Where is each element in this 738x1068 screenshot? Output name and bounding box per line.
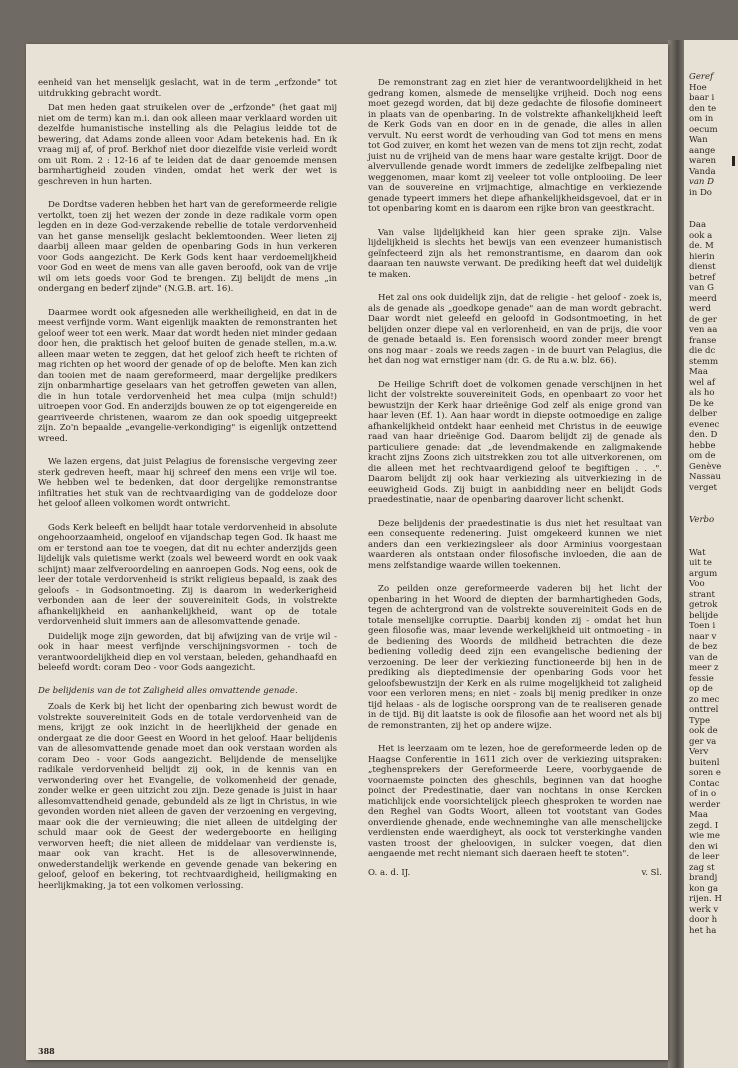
- facing-page-line: betref: [689, 272, 716, 283]
- facing-page-line: den wi: [689, 841, 718, 852]
- facing-page-line: naar v: [689, 631, 717, 642]
- facing-page-line: wel af: [689, 377, 716, 388]
- facing-page-line: Type: [689, 715, 711, 726]
- facing-page-line: buitenl: [689, 757, 720, 768]
- section-heading: De belijdenis van de tot Zaligheid alles omvattende genade.: [38, 685, 298, 696]
- paragraph: Zoals de Kerk bij het licht der openbaring zich bewust wordt de volstrekte souvereiniteit Gods en de totale verdorvenheid van de mens, krijgt ze ook inzicht in de heerlijkheid der genade en ondergaat ze die door Geest en Woord in het geloof. Haar belijdenis van de allesomvattende genade moet dan ook verstaan worden als coram Deo - voor Gods aangezicht. Belijdende de menselijke radikale verdorvenheid belijdt zij ook, in de kennis van en verwondering over het Evangelie, de volkomenheid der genade, zonder welke er geen uitzicht zou zijn. Deze genade is juist in haar allesomvattendheid genade, gebundeld als ze ligt in Christus, in wie gevonden worden niet alleen de gaven der verzoening en vergeving, maar ook die der vernieuwing; die niet alleen de uitdelging der schuld maar ook de Geest der wedergeboorte en heiliging verworven heeft; die niet alleen de middelaar van verdienste is, maar ook van kracht. Het is de allesoverwinnende, onwederstandelijk werkende en gevende genade van bekering en geloof, geloof en bekering, tot rechtvaardigheid, heiligmaking en heerlijkmaking, ja tot een volkomen verlossing.: [38, 702, 337, 891]
- facing-page-text: [689, 50, 738, 936]
- facing-page-line: of in o: [689, 789, 717, 799]
- facing-page-line: soren e: [689, 768, 721, 778]
- facing-page-line: verget: [689, 482, 717, 493]
- facing-page-line: van G: [689, 283, 714, 293]
- facing-page-line: uit te: [689, 558, 712, 568]
- facing-page-line: baar i: [689, 93, 715, 103]
- facing-page-line: de leer: [689, 852, 720, 862]
- facing-page-line: fessie: [689, 673, 714, 684]
- facing-page-line: argum: [689, 568, 718, 579]
- facing-page-line: Maa: [689, 810, 708, 820]
- facing-page-line: ook a: [689, 230, 713, 241]
- facing-page-line: van D: [689, 177, 714, 187]
- line-spacer: [689, 493, 738, 515]
- paragraph: Van valse lijdelijkheid kan hier geen sprake zijn. Valse lijdelijkheid is slechts het bewijs van een evenzeer humanistisch geïnfecteerd zijn als het remonstrantisme, en daarom dan ook daaraan ten nauwste verwant. De prediking heeft dat wel duidelijk te maken.: [368, 227, 662, 280]
- facing-page-line: den te: [689, 103, 717, 114]
- facing-page-line: de ger: [689, 314, 717, 325]
- facing-page-line: die dc: [689, 346, 716, 356]
- paragraph: Gods Kerk beleeft en belijdt haar totale verdorvenheid in absolute ongehoorzaamheid, ongeloof en vijandschap tegen God. Ik haast me om er terstond aan toe te voegen, dat dit nu echter anderzijds geen lijdelijk vals quietisme werkt (zoals wel beweerd wordt en ook vaak schijnt) maar zelfveroordeling en aanroepen Gods. Nog eens, ook de leer der totale verdorvenheid is strikt religieus bepaald, is zaak des geloofs - in Godsontmoeting. Zij is daarom in wederkerigheid verbonden aan de leer der souvereiniteit Gods, in volstrekte afhankelijkheid en aanhankelijkheid, want op de totale verdorvenheid sluit immers aan de allesomvattende genade.: [38, 522, 337, 627]
- facing-page-line: waren: [689, 156, 717, 166]
- facing-page-line: Geref: [689, 72, 714, 82]
- right-column: [368, 78, 662, 878]
- facing-page-line: het ha: [689, 925, 717, 936]
- facing-page-line: van de: [689, 652, 718, 663]
- facing-page-line: door h: [689, 915, 718, 925]
- facing-page-line: om de: [689, 451, 716, 461]
- paragraph: Daarmee wordt ook afgesneden alle werkheiligheid, en dat in de meest verfijnde vorm. Want eigenlijk maakten de remonstranten het geloof weer tot een werk. Maar dat wordt heden niet minder gedaan door hen, die praktisch het geloof buiten de genade stellen, m.a.w. alleen maar weten te zeggen, dat het geloof zich heeft te richten of mag richten op het woord der genade of op de belofte. Men kan zich dan tooien met de naam gereformeerd, maar dergelijke predikers zijn onbarmhartige geselaars van het getroffen geweten van allen, die in hun totale verdorvenheid het mea culpa (mijn schuld!) uitroepen voor God. En anderzijds bouwen ze op tot eigengereide en gearriveerde christenen, waarom ze dan ook spoedig uitgepreekt zijn. Zo'n bepaalde „evangelie-verkondiging" is eigenlijk ontzettend wreed.: [38, 307, 337, 444]
- facing-page-line: delber: [689, 409, 717, 419]
- facing-page-line: Wat: [689, 547, 706, 558]
- facing-page-line: hierin: [689, 251, 715, 262]
- facing-page-line: in Do: [689, 187, 712, 198]
- facing-page-line: Toen i: [689, 621, 716, 631]
- facing-page-line: op de: [689, 684, 713, 694]
- paragraph: De Dordtse vaderen hebben het hart van de gereformeerde religie vertolkt, toen zij het wezen der zonde in deze radikale vorm open legden en in deze God-verzakende rebellie de totale verdorvenheid van het ganse menselijk geslacht beklemtoonden. Weer lieten zij daarbij alleen maar gelden de openbaring Gods in hun verkeren voor Gods aangezicht. De Kerk Gods kent haar verdoemelijkheid voor God en weet de mens van alle gaven beroofd, ook van de vrije wil om iets goeds voor God te brengen. Zij belijdt de mens „in ondergang en bederf zijnde" (N.G.B. art. 16).: [38, 200, 337, 294]
- facing-page-line: kon ga: [689, 883, 719, 894]
- facing-page-line: wie me: [689, 831, 720, 841]
- paragraph: We lazen ergens, dat juist Pelagius de forensische vergeving zeer sterk gedreven heeft, maar hij schreef den mens een vrije wil toe. We hebben wel te bedenken, dat door dergelijke remonstrantse infiltraties het stuk van de rechtvaardiging van de goddeloze door het geloof alleen volkomen wordt ontwricht.: [38, 457, 337, 509]
- facing-page-line: Nassau: [689, 472, 721, 482]
- facing-page-line: om in: [689, 114, 714, 124]
- line-spacer: [689, 198, 738, 220]
- facing-page-line: getrok: [689, 600, 718, 610]
- facing-page-line: onttrel: [689, 705, 719, 715]
- facing-page-line: werder: [689, 799, 721, 810]
- paragraph: eenheid van het menselijk geslacht, wat in de term „erfzonde" tot uitdrukking gebracht wordt.: [38, 78, 337, 99]
- facing-page-line: oecum: [689, 124, 718, 135]
- signature-line: [368, 868, 662, 879]
- facing-page-line: Vanda: [689, 166, 716, 177]
- facing-page-line: evenec: [689, 419, 720, 430]
- facing-page-line: rijen. H: [689, 894, 722, 904]
- facing-page-line: ook de: [689, 726, 718, 736]
- facing-page-line: ven aa: [689, 325, 718, 335]
- line-spacer: [689, 526, 738, 548]
- paragraph: Het zal ons ook duidelijk zijn, dat de religie - het geloof - zoek is, als de genade als „goedkope genade" aan de man wordt gebracht. Daar wordt niet geleefd en geloofd in Godsontmoeting, in het belijden onzer diepe val en verlorenheid, en van de prijs, die voor de genade betaald is. Een forensisch woord zonder meer brengt ons nog maar - zoals we reeds zagen - in de buurt van Pelagius, die het dan nog wat ernstiger nam (dr. G. de Ru a.w. blz. 66).: [368, 293, 662, 366]
- facing-page-line: zag st: [689, 862, 715, 873]
- facing-page-line: Maa: [689, 367, 708, 377]
- facing-page-line: Wan: [689, 135, 708, 145]
- paragraph: Het is leerzaam om te lezen, hoe de gereformeerde leden op de Haagse Conferentie in 1611 zich over de verkiezing uitspraken: „teghensprekers der Gereformeerde Leere, voorbygaende de voornaemste poincten des gheschils, beginnen van dat hooghe poinct der Predestinatie, daer van nochtans in onse Kercken matichlijck ende voorsichtelijck pleech ghesproken te worden nae den Reghel van Godts Woort, alleen tot vootstant van Godes onverdiende ghenade, ende wechneminghe van alle menschelijcke verdiensten ende waerdigheyt, als oock tot versterkinghe vanden vasten troost der gheloovigen, in sulcker voegen, dat dien aengaende met recht niemant sich daeraen heeft te stoten".: [368, 744, 662, 859]
- facing-page-line: zo mec: [689, 694, 720, 705]
- facing-page-line: belijde: [689, 610, 719, 621]
- facing-page-line: meerd: [689, 293, 717, 304]
- facing-page-line: werk v: [689, 904, 719, 915]
- facing-page-line: werd: [689, 304, 711, 314]
- facing-page-line: Daa: [689, 220, 707, 230]
- facing-page-line: De ke: [689, 398, 714, 409]
- facing-page-line: aange: [689, 145, 716, 156]
- left-column: [38, 78, 337, 895]
- paragraph: De remonstrant zag en ziet hier de verantwoordelijkheid in het gedrang komen, alsmede de menselijke vrijheid. Doch nog eens moet gezegd worden, dat bij deze gedachte de filosofie domineert in plaats van de openbaring. In de volstrekte afhankelijkheid leeft de Kerk Gods van en door en in de genade, die alles in allen vervult. Nu eerst wordt de verhouding van God tot mens en mens tot God zuiver, en komt het wezen van de mens tot zijn recht, zodat juist nu de vrijheid van de mens haar ware gestalte krijgt. Door de alvervullende genade wordt immers de zedelijke zelfbepaling niet weggenomen, maar komt zij veeleer tot volle ontplooiing. De leer van de souvereine en vrijmachtige, almachtige en verkiezende genade typeert immers het diepe afhankelijkheidsgevoel, dat er in tot openbaring komt en is daarom een rijke bron van geestkracht.: [368, 78, 662, 214]
- facing-page-line: stemm: [689, 356, 719, 367]
- facing-page-line: meer z: [689, 663, 719, 673]
- facing-page-line: Contac: [689, 778, 720, 789]
- facing-page-line: Genève: [689, 461, 722, 472]
- facing-page-line: Verv: [689, 747, 709, 757]
- paragraph: Dat men heden gaat struikelen over de „erfzonde" (het gaat mij niet om de term) kan m.i. dan ook alleen maar verklaard worden uit dezelfde humanistische instelling als die Pelagius leidde tot de bewering, dat Adams zonde alleen voor Adam betekenis had. En ik vraag mij af, of prof. Berkhof niet door diezelfde visie verleid wordt om uit Rom. 2 : 12-16 af te leiden dat de daar genoemde mensen barmhartigheid zouden vinden, omdat het werk der wet is geschreven in hun harten.: [38, 103, 337, 187]
- facing-page-line: Voo: [689, 579, 705, 589]
- author-initials: O. a. d. IJ.: [368, 867, 411, 878]
- main-page: [26, 44, 668, 1060]
- facing-page-line: Verbo: [689, 515, 715, 525]
- page-number: 388: [38, 1046, 55, 1056]
- facing-page-line: de bez: [689, 642, 718, 652]
- facing-page-line: Hoe: [689, 82, 707, 93]
- facing-page-line: brandj: [689, 873, 718, 883]
- paragraph: Deze belijdenis der praedestinatie is dus niet het resultaat van een consequente redenering. Juist omgekeerd kunnen we niet anders dan een verkiezingsleer als door Arminius voorgestaan waarderen als ontstaan onder filosofische invloeden, die aan de mens zelfstandige waarde willen toekennen.: [368, 518, 662, 571]
- facing-page-line: franse: [689, 335, 717, 346]
- line-spacer: [689, 50, 738, 72]
- facing-page-line: dienst: [689, 262, 716, 272]
- facing-page-line: hebbe: [689, 440, 716, 451]
- facing-page-line: de. M: [689, 241, 714, 251]
- paragraph: Zo peilden onze gereformeerde vaderen bij het licht der openbaring in het Woord de diepten der barmhartigheden Gods, tegen de achtergrond van de volstrekte souvereiniteit Gods en de totale menselijke corruptie. Daarbij konden zij - omdat het hun geen filosofie was, maar levende werkelijkheid uit ontmoeting - in de bediening des Woords de mildheid betrachten die deze bediening volledig deed zijn een evangelische bediening der verzoening. De leer der verkiezing functioneerde bij hen in de prediking als dieptedimensie der openbaring Gods voor het geloofsbewustzijn der Kerk en als ruime mogelijkheid tot zaligheid voor een verloren mens; en niet - zoals bij menig prediker in onze tijd helaas - als de logische oorsprong van de te realiseren genade in de tijd. Bij dit laatste is ook de filosofie aan het woord net als bij de remonstranten, zij het op andere wijze.: [368, 584, 662, 731]
- facing-page-line: den. D: [689, 430, 718, 440]
- paragraph: Duidelijk moge zijn geworden, dat bij afwijzing van de vrije wil - ook in haar meest verfijnde verschijningsvormen - toch de verantwoordelijkheid diep en vol verstaan, beleden, gehandhaafd en beleefd wordt: coram Deo - voor Gods aangezicht.: [38, 631, 337, 673]
- author-name: v. Sl.: [641, 867, 662, 878]
- facing-page: [684, 40, 738, 1068]
- facing-page-line: zegd. I: [689, 820, 719, 831]
- paragraph: De Heilige Schrift doet de volkomen genade verschijnen in het licht der volstrekte souvereiniteit Gods, en openbaart zo voor het bewustzijn der Kerk haar drieënige God zelf als enige grond van haar leven (Ef. 1). Aan haar wordt in diepste ootmoedige en zalige afhankelijkheid ontdekt haar eenheid met Christus in de eeuwige raad van haar drieënige God. Daarom belijdt zij de genade als particuliere genade: dat „de levendmakende en zaligmakende kracht zijns Zoons zich uitstrekken zou tot alle uitverkorenen, om die alleen met het rechtvaardigend geloof te begiftigen . . .". Daarom belijdt zij ook haar verkiezing als uitverkiezing in de eeuwigheid Gods. Zij buigt in aanbidding neer en belijdt Gods praedestinatie, naar de openbaring daarover licht schenkt.: [368, 379, 662, 505]
- facing-page-line: als ho: [689, 388, 715, 398]
- book-gutter: [668, 40, 684, 1068]
- facing-page-line: ger va: [689, 736, 717, 747]
- facing-page-line: strant: [689, 589, 715, 600]
